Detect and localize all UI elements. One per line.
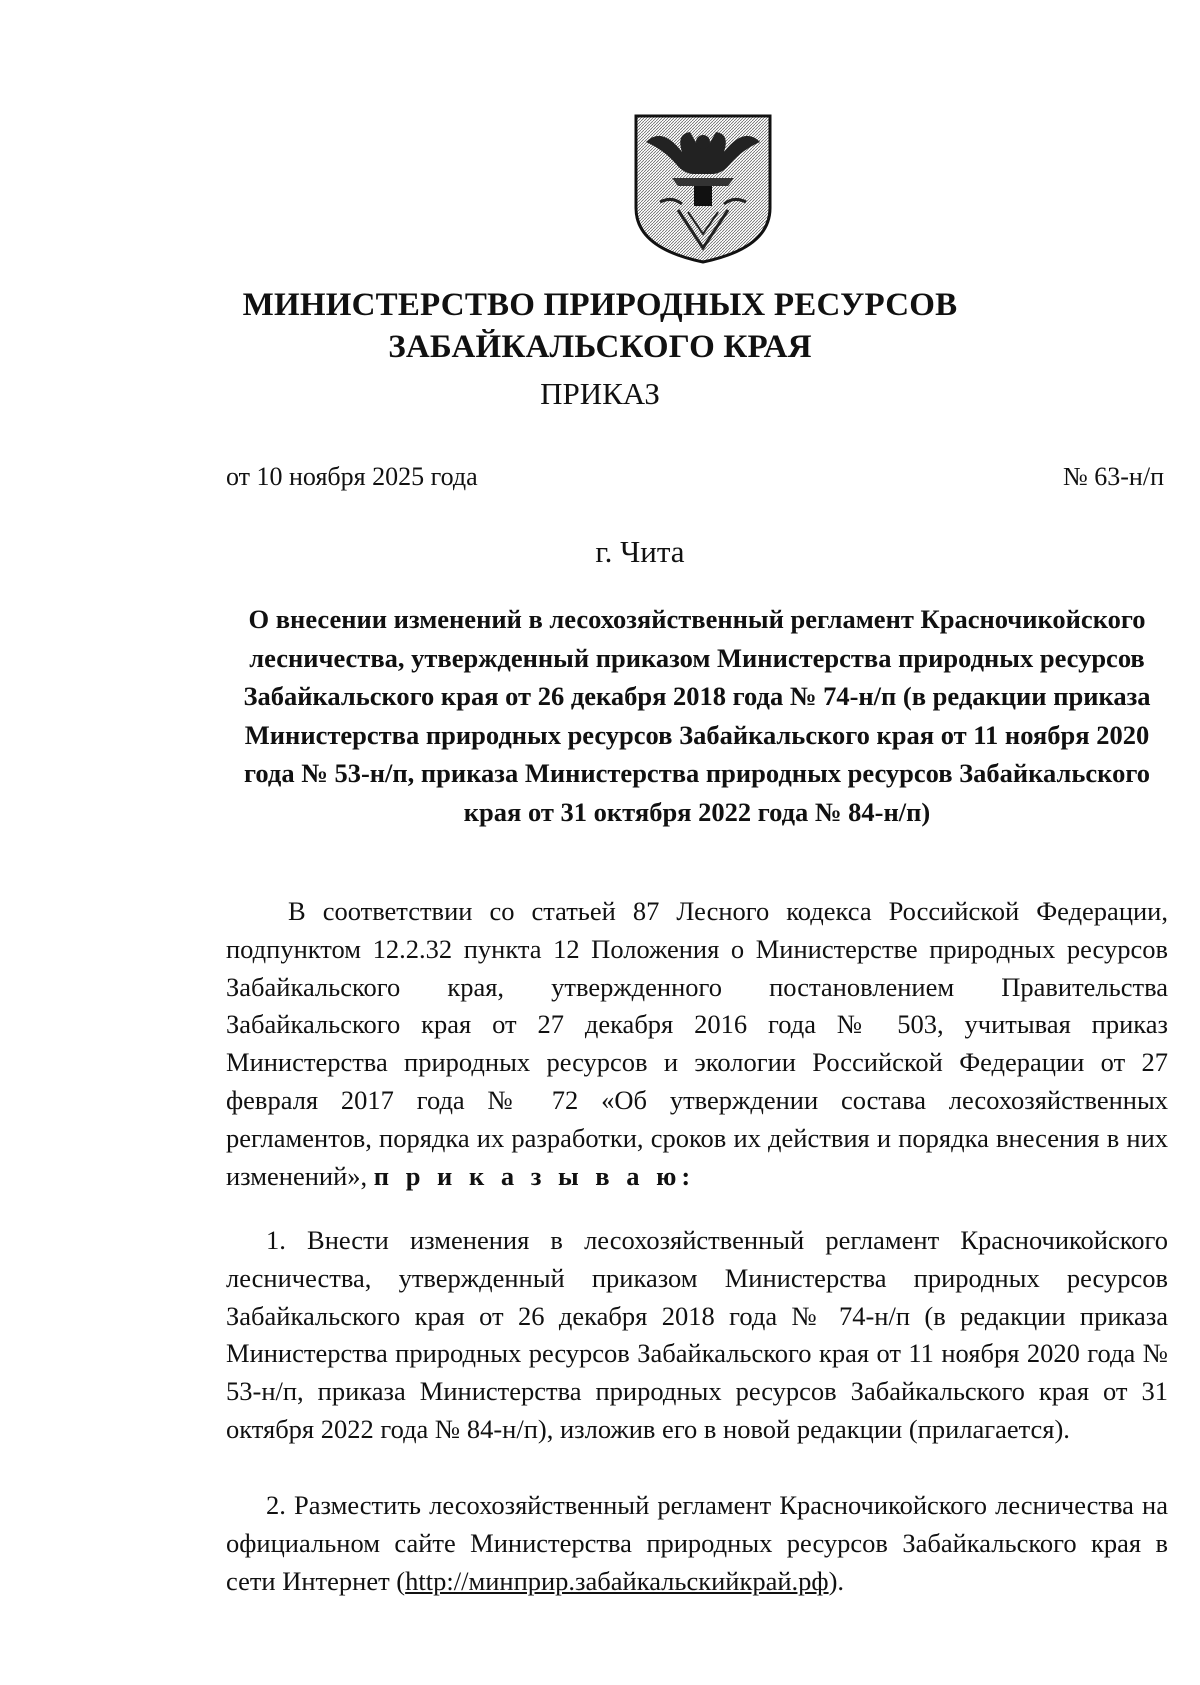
- order-date: от 10 ноября 2025 года: [226, 462, 478, 491]
- document-type: ПРИКАЗ: [540, 376, 660, 411]
- order-title: О внесении изменений в лесохозяйственный регламент Красночикойского лесничества, утвержденный приказом Министерства природных ресурсов Забайкальского края от 26 декабря 2018 года № 74-н/п (в редакции приказа Министерства природных ресурсов Забайкальского края от 11 ноября 2020 года № 53-н/п, приказа Министерства природных ресурсов Забайкальского края от 31 октября 2022 года № 84-н/п): [243, 604, 1151, 827]
- city: г. Чита: [595, 534, 685, 569]
- ministry-name-line-1: МИНИСТЕРСТВО ПРИРОДНЫХ РЕСУРСОВ: [242, 287, 958, 323]
- basis-paragraph: [226, 893, 1168, 1195]
- ministry-name-line-2: ЗАБАЙКАЛЬСКОГО КРАЯ: [388, 329, 812, 365]
- order-item-2-text: 2. Разместить лесохозяйственный регламент Красночикойского лесничества на официальном сайте Министерства природных ресурсов Забайкальского края в сети Интернет (: [226, 1490, 1168, 1596]
- ministry-name: [0, 284, 1200, 368]
- order-item-1: 1. Внести изменения в лесохозяйственный регламент Красночикойского лесничества, утвержденный приказом Министерства природных ресурсов Забайкальского края от 26 декабря 2018 года № 74-н/п (в редакции приказа Министерства природных ресурсов Забайкальского края от 11 ноября 2020 года № 53-н/п, приказа Министерства природных ресурсов Забайкальского края от 31 октября 2022 года № 84-н/п), изложив его в новой редакции (прилагается).: [226, 1225, 1168, 1444]
- ministry-website-link[interactable]: http://минприр.забайкальскийкрай.рф: [405, 1565, 829, 1596]
- basis-text: В соответствии со статьей 87 Лесного кодекса Российской Федерации, подпунктом 12.2.32 пункта 12 Положения о Министерстве природных ресурсов Забайкальского края, утвержденного постановлением Правительства Забайкальского края от 27 декабря 2016 года № 503, учитывая приказ Министерства природных ресурсов и экологии Российской Федерации от 27 февраля 2017 года № 72 «Об утверждении состава лесохозяйственных регламентов, порядка их разработки, сроков их действия и порядка внесения в них изменений»,: [226, 896, 1168, 1191]
- order-item-2-end: ).: [828, 1565, 845, 1596]
- zabaykalsky-krai-coat-of-arms-icon: [632, 112, 774, 264]
- order-item-2: [226, 1487, 1168, 1600]
- order-number: № 63-н/п: [1062, 462, 1164, 491]
- order-word: п р и к а з ы в а ю:: [373, 1160, 696, 1191]
